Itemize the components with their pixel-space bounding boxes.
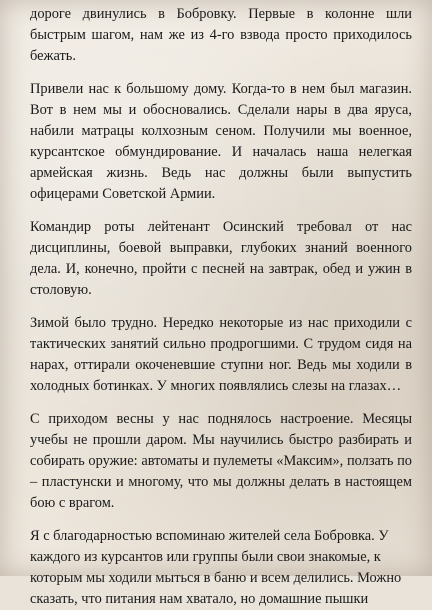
paragraph: С приходом весны у нас поднялось настроение. Месяцы учебы не прошли даром. Мы научились быстро разбирать и собирать оружие: автоматы и пулеметы «Максим», ползать по – пластунски и многому, что мы должны делать в настоящем бою с врагом. [30,411,412,511]
paragraph: Привели нас к большому дому. Когда-то в нем был магазин. Вот в нем мы и обосновались. Сделали нары в два яруса, набили матрацы колхозным сеном. Получили мы военное, курсантское обмундирование. И началась наша нелегкая армейская жизнь. Ведь нас должны были выпустить офицерами Советской Армии. [30,81,412,202]
paragraph: Командир роты лейтенант Осинский требовал от нас дисциплины, боевой выправки, глубоких знаний военного дела. И, конечно, пройти с песней на завтрак, обед и ужин в столовую. [30,219,412,298]
paragraph: Зимой было трудно. Нередко некоторые из нас приходили с тактических занятий сильно продрогшими. С трудом сидя на нарах, оттирали окоченевшие ступни ног. Ведь мы ходили в холодных ботинках. У многих появлялись слезы на глазах… [30,315,412,394]
text-body [30,4,412,610]
paragraph: дороге двинулись в Бобровку. Первые в колонне шли быстрым шагом, нам же из 4-го взвода просто приходилось бежать. [30,6,412,64]
paragraph: Я с благодарностью вспоминаю жителей села Бобровка. У каждого из курсантов или группы были свои знакомые, к которым мы ходили мыться в баню и всем делились. Можно сказать, что питания нам хватало, но домашние пышки [30,528,402,607]
